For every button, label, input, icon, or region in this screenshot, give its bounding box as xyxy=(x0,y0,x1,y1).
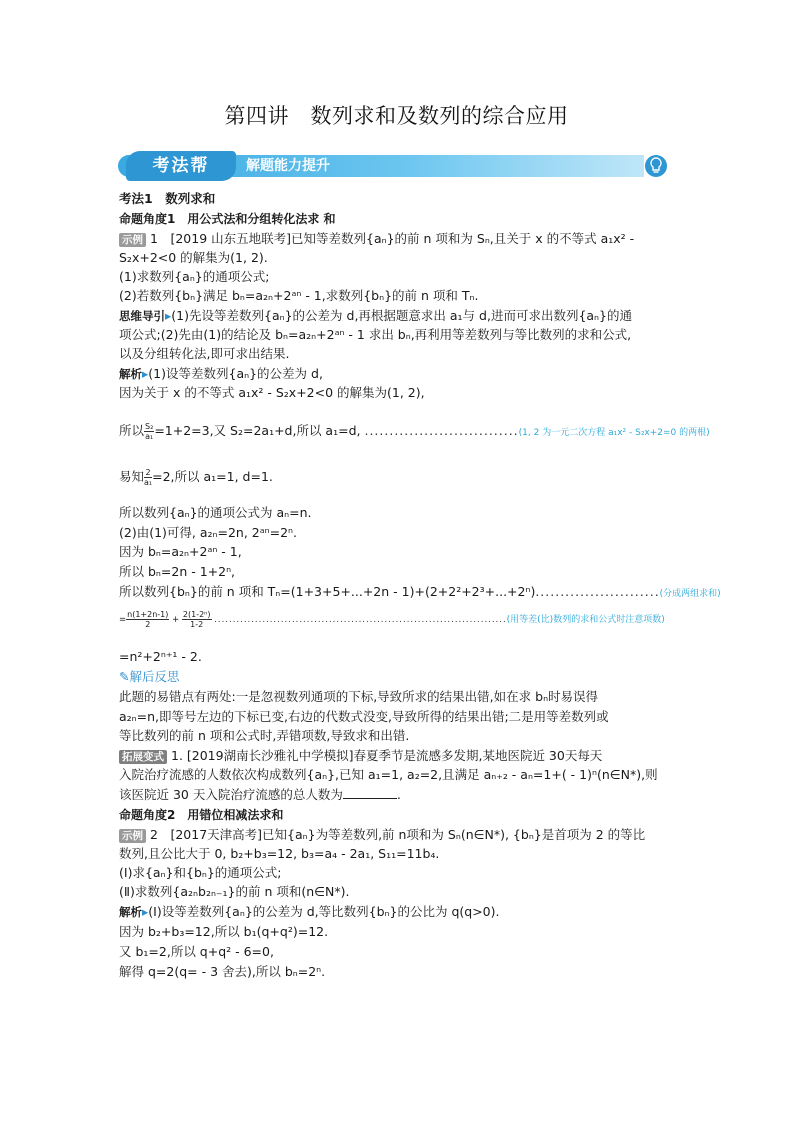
fraction: $\frac{\text{S₂}}{\text{a₁}}$ xyxy=(145,422,154,441)
angle-heading: 命题角度2 用错位相减法求和 xyxy=(119,808,284,822)
lightbulb-icon xyxy=(644,151,668,181)
text-line: 此题的易错点有两处:一是忽视数列通项的下标,导致所求的结果出错,如在求 bₙ时易误得 xyxy=(119,689,599,704)
reflection-heading: ✎解后反思 xyxy=(119,669,180,684)
example-tag: 示例 xyxy=(119,233,146,247)
page-title: 第四讲 数列求和及数列的综合应用 xyxy=(224,104,569,128)
section-banner xyxy=(118,151,666,181)
answer-blank xyxy=(343,786,397,799)
solution-label: 解析 xyxy=(119,905,142,919)
text-line: a₂ₙ=n,即等号左边的下标已变,右边的代数式没变,导致所得的结果出错;二是用等差数列或 xyxy=(119,709,609,724)
text-line: 所以 bₙ=2n - 1+2ⁿ, xyxy=(119,564,236,579)
text-line: 解得 q=2(q= - 3 舍去),所以 bₙ=2ⁿ. xyxy=(119,964,326,979)
text-line: 入院治疗流感的人数依次构成数列{aₙ},已知 a₁=1, a₂=2,且满足 aₙ₊₂ - aₙ=1+( - 1)ⁿ(n∈N*),则 xyxy=(119,767,658,782)
text-line: 数列,且公比大于 0, b₂+b₃=12, b₃=a₄ - 2a₁, S₁₁=11b₄. xyxy=(119,846,440,861)
text-line: 因为关于 x 的不等式 a₁x² - S₂x+2<0 的解集为(1, 2), xyxy=(119,385,425,400)
text-line: (1)求数列{aₙ}的通项公式; xyxy=(119,269,270,284)
example-line: 示例 1 [2019 山东五地联考]已知等差数列{aₙ}的前 n 项和为 Sₙ,且关于 x 的不等式 a₁x² - xyxy=(119,230,634,248)
guide-label: 思维导引 xyxy=(119,309,165,323)
banner-subtitle: 解题能力提升 xyxy=(246,158,330,174)
variant-tag: 拓展变式 xyxy=(119,750,167,764)
angle-heading: 命题角度1 用公式法和分组转化法求 和 xyxy=(119,212,336,226)
text-line: 又 b₁=2,所以 q+q² - 6=0, xyxy=(119,944,274,959)
text-line: 所以数列{aₙ}的通项公式为 aₙ=n. xyxy=(119,505,312,520)
leader-dots: ............................... xyxy=(364,423,519,438)
side-note: (1, 2 为一元二次方程 a₁x² - S₂x+2=0 的两根) xyxy=(518,428,710,438)
text-line: 项公式;(2)先由(1)的结论及 bₙ=a₂ₙ+2ᵃⁿ - 1 求出 bₙ,再利用等差数列与等比数列的求和公式, xyxy=(119,327,632,342)
banner-tab: 考法帮 xyxy=(126,151,236,181)
solution-line: 解析▸(1)设等差数列{aₙ}的公差为 d, xyxy=(119,366,323,381)
text-line: (2)由(1)可得, a₂ₙ=2n, 2ᵃⁿ=2ⁿ. xyxy=(119,525,298,540)
text-line: S₂x+2<0 的解集为(1, 2). xyxy=(119,250,268,265)
text-line: (Ⅰ)求{aₙ}和{bₙ}的通项公式; xyxy=(119,865,282,880)
side-note: (用等差(比)数列的求和公式时注意项数) xyxy=(506,615,665,625)
text-line: (2)若数列{bₙ}满足 bₙ=a₂ₙ+2ᵃⁿ - 1,求数列{bₙ}的前 n 项和 Tₙ. xyxy=(119,288,479,303)
text-line: 等比数列的前 n 项和公式时,弄错项数,导致求和出错. xyxy=(119,728,410,743)
fraction: $\frac{n(1+2n-1)}{2}$ xyxy=(127,610,169,629)
example-tag: 示例 xyxy=(119,829,146,843)
solution-label: 解析 xyxy=(119,367,142,381)
leader-dots: ............................................................................... xyxy=(214,615,507,625)
method-heading: 考法1 数列求和 xyxy=(119,191,216,206)
leader-dots: ......................... xyxy=(535,584,660,599)
text-line: 该医院近 30 天入院治疗流感的总人数为 . xyxy=(119,787,401,802)
fraction: $\frac{2}{\text{a₁}}$ xyxy=(144,468,153,487)
example-line: 示例 2 [2017天津高考]已知{aₙ}为等差数列,前 n项和为 Sₙ(n∈N*), {bₙ}是首项为 2 的等比 xyxy=(119,826,645,844)
formula-line: 易知 $\frac{2}{\text{a₁}}$ =2,所以 a₁=1, d=1. xyxy=(119,468,273,487)
formula-line: = $\frac{n(1+2n-1)}{2}$ + $\frac{\text{2(1-2ⁿ)}}{1-2}$ ...............................................................................(用等差(比)数列的求和公式时注意项数) xyxy=(119,610,665,629)
text-line: =n²+2ⁿ⁺¹ - 2. xyxy=(119,649,202,664)
text-line: (Ⅱ)求数列{a₂ₙb₂ₙ₋₁}的前 n 项和(n∈N*). xyxy=(119,884,350,899)
solution-line: 解析▸(Ⅰ)设等差数列{aₙ}的公差为 d,等比数列{bₙ}的公比为 q(q>0). xyxy=(119,904,500,919)
formula-line: 所以 $\frac{\text{S₂}}{\text{a₁}}$ =1+2=3,又 S₂=2a₁+d,所以 a₁=d, ...............................(1, 2 为一元二次方程 a₁x² - S₂x+2=0 的两根) xyxy=(119,422,710,441)
variant-line: 拓展变式 1. [2019湖南长沙雅礼中学模拟]春夏季节是流感多发期,某地医院近 30天每天 xyxy=(119,747,602,765)
text-line: 因为 bₙ=a₂ₙ+2ᵃⁿ - 1, xyxy=(119,544,242,559)
guide-line: 思维导引▸(1)先设等差数列{aₙ}的公差为 d,再根据题意求出 a₁与 d,进而可求出数列{aₙ}的通 xyxy=(119,308,632,323)
fraction: $\frac{\text{2(1-2ⁿ)}}{1-2}$ xyxy=(182,610,211,629)
text-line: 因为 b₂+b₃=12,所以 b₁(q+q²)=12. xyxy=(119,924,329,939)
text-line: 所以数列{bₙ}的前 n 项和 Tₙ=(1+3+5+...+2n - 1)+(2+2²+2³+...+2ⁿ).........................(分成两组求和) xyxy=(119,584,721,599)
text-line: 以及分组转化法,即可求出结果. xyxy=(119,346,290,361)
side-note: (分成两组求和) xyxy=(659,589,721,599)
